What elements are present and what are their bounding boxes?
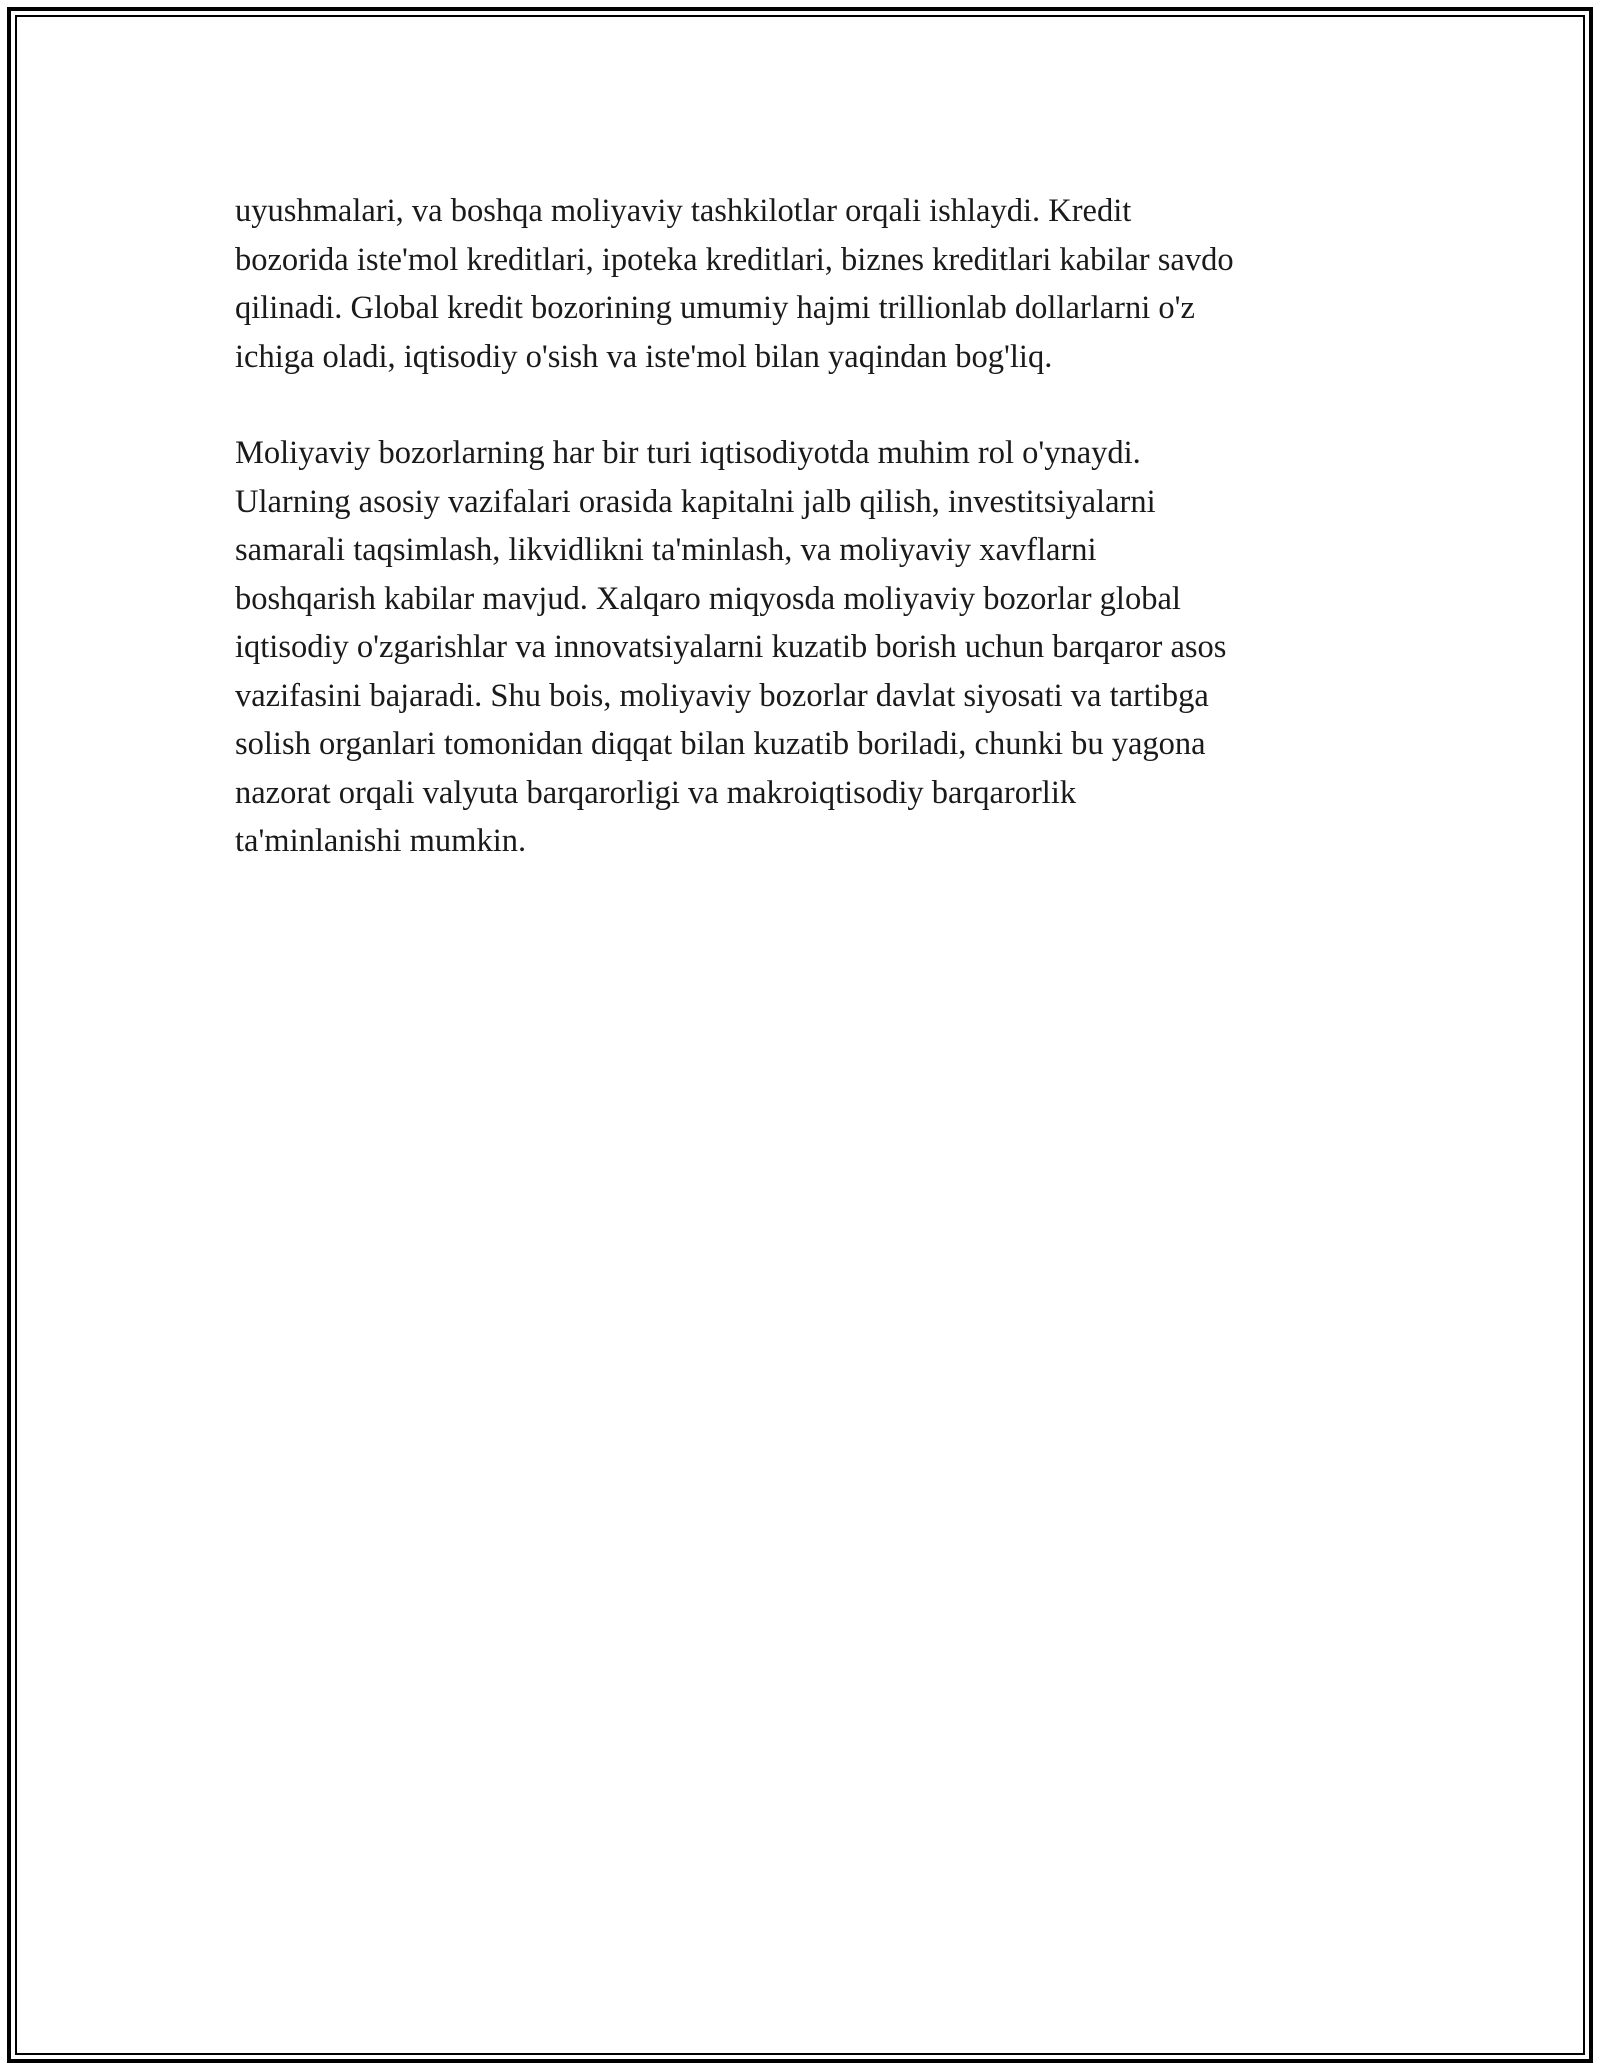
text-line: bozorida iste'mol kreditlari, ipoteka kreditlari, biznes kreditlari kabilar savdo xyxy=(235,241,1234,278)
text-line: solish organlari tomonidan diqqat bilan kuzatib boriladi, chunki bu yagona xyxy=(235,726,1206,762)
paragraph-credit-market xyxy=(235,187,1385,381)
text-line: qilinadi. Global kredit bozorining umumiy hajmi trillionlab dollarlarni o'z xyxy=(235,290,1195,326)
text-line: nazorat orqali valyuta barqarorligi va makroiqtisodiy barqarorlik xyxy=(235,774,1077,811)
text-line: samarali taqsimlash, likvidlikni ta'minlash, va moliyaviy xavflarni xyxy=(235,532,1097,568)
paragraph-financial-markets-role xyxy=(235,429,1385,866)
text-line: ta'minlanishi mumkin. xyxy=(235,823,527,859)
text-line: boshqarish kabilar mavjud. Xalqaro miqyosda moliyaviy bozorlar global xyxy=(235,580,1181,617)
text-line: iqtisodiy o'zgarishlar va innovatsiyalarni kuzatib borish uchun barqaror asos xyxy=(235,629,1227,665)
text-line: vazifasini bajaradi. Shu bois, moliyaviy bozorlar davlat siyosati va tartibga xyxy=(235,677,1209,714)
document-body xyxy=(235,187,1385,866)
text-line: Moliyaviy bozorlarning har bir turi iqtisodiyotda muhim rol o'ynaydi. xyxy=(235,435,1141,471)
text-line: Ularning asosiy vazifalari orasida kapitalni jalb qilish, investitsiyalarni xyxy=(235,483,1156,520)
text-line: uyushmalari, va boshqa moliyaviy tashkilotlar orqali ishlaydi. Kredit xyxy=(235,193,1132,229)
text-line: ichiga oladi, iqtisodiy o'sish va iste'mol bilan yaqindan bog'liq. xyxy=(235,338,1053,375)
